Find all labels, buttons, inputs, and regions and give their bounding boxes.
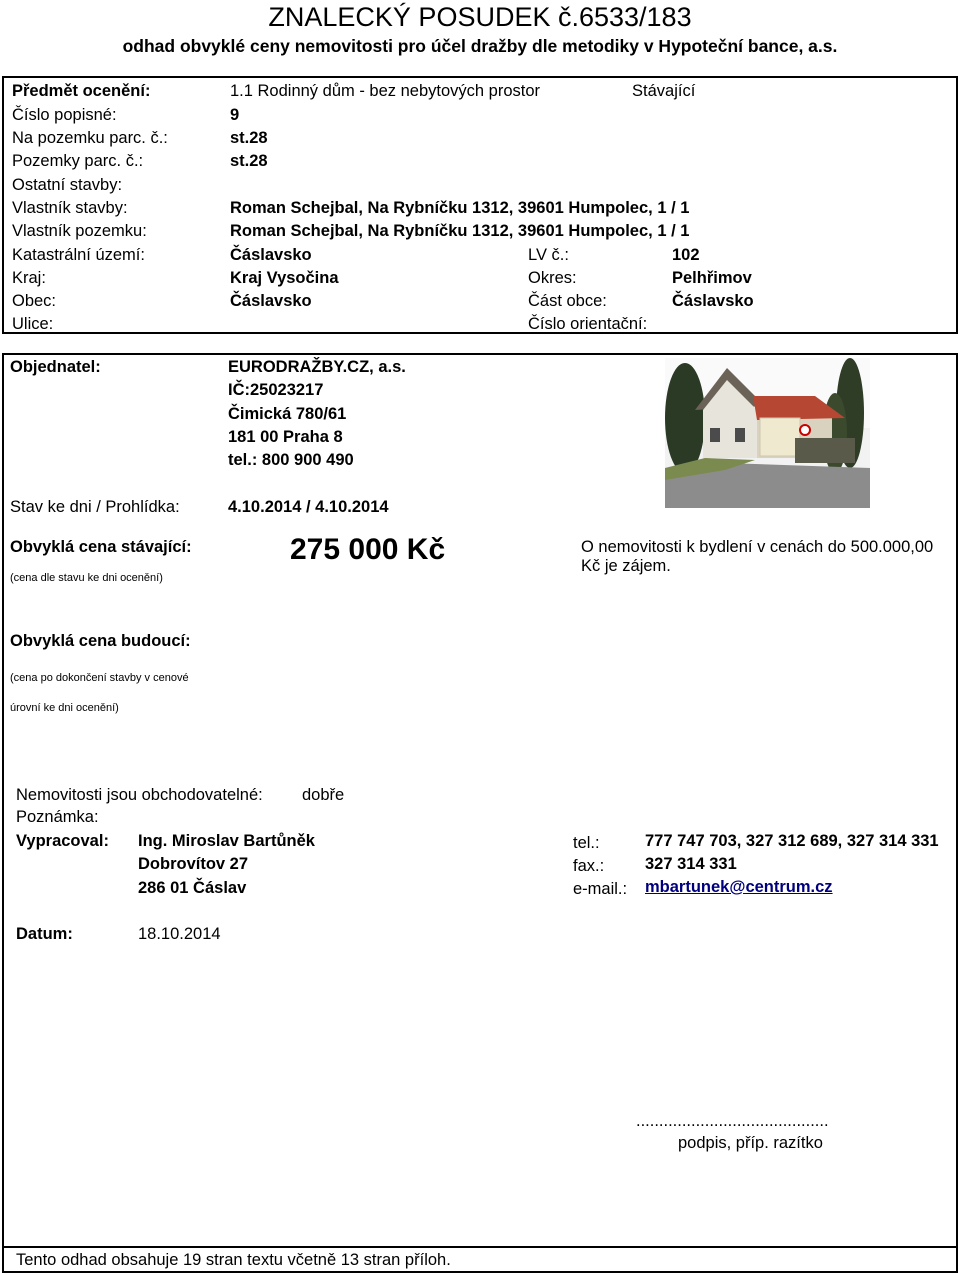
current-price-note: (cena dle stavu ke dni ocenění) (10, 572, 163, 584)
fax-label: fax.: (573, 857, 605, 875)
marketable-value: dobře (302, 786, 345, 804)
municipality-part-label: Část obce: (528, 292, 607, 310)
house-number-label: Číslo popisné: (12, 106, 117, 124)
street-label: Ulice: (12, 315, 54, 333)
author-street: Dobrovítov 27 (138, 855, 249, 873)
region-value: Kraj Vysočina (230, 269, 339, 287)
author-name: Ing. Miroslav Bartůněk (138, 832, 315, 850)
fax-value: 327 314 331 (645, 855, 737, 873)
current-price-label: Obvyklá cena stávající: (10, 538, 192, 556)
inspection-value: 4.10.2014 / 4.10.2014 (228, 498, 389, 516)
orderer-line-4: 181 00 Praha 8 (228, 428, 343, 446)
note-label: Poznámka: (16, 808, 99, 826)
orderer-line-2: IČ:25023217 (228, 381, 324, 399)
other-buildings-label: Ostatní stavby: (12, 176, 123, 194)
building-owner-label: Vlastník stavby: (12, 199, 128, 217)
inspection-label: Stav ke dni / Prohlídka: (10, 498, 180, 516)
lv-label: LV č.: (528, 246, 569, 264)
land-parcels-value: st.28 (230, 152, 268, 170)
price-remark-line-2: Kč je zájem. (581, 557, 671, 575)
municipality-label: Obec: (12, 292, 57, 310)
region-label: Kraj: (12, 269, 46, 287)
current-price-value: 275 000 Kč (290, 533, 446, 566)
document-title: ZNALECKÝ POSUDEK č.6533/183 (268, 2, 692, 32)
date-label: Datum: (16, 925, 73, 943)
orientation-number-label: Číslo orientační: (528, 315, 648, 333)
orderer-line-3: Čimická 780/61 (228, 405, 347, 423)
subject-value: 1.1 Rodinný dům - bez nebytových prostor (230, 82, 540, 100)
land-parcels-label: Pozemky parc. č.: (12, 152, 144, 170)
subject-label: Předmět ocenění: (12, 82, 151, 100)
district-value: Pelhřimov (672, 269, 752, 287)
email-label: e-mail.: (573, 880, 628, 898)
signature-label: podpis, příp. razítko (678, 1134, 823, 1152)
district-label: Okres: (528, 269, 577, 287)
orderer-line-1: EURODRAŽBY.CZ, a.s. (228, 358, 406, 376)
municipality-value: Čáslavsko (230, 292, 312, 310)
parcel-label: Na pozemku parc. č.: (12, 129, 168, 147)
marketable-label: Nemovitosti jsou obchodovatelné: (16, 786, 263, 804)
house-number-value: 9 (230, 106, 240, 124)
subject-section (2, 76, 958, 334)
future-price-note-1: (cena po dokončení stavby v cenové (10, 672, 189, 684)
cadastre-label: Katastrální území: (12, 246, 145, 264)
tel-value: 777 747 703, 327 312 689, 327 314 331 (645, 832, 939, 850)
pages-note: Tento odhad obsahuje 19 stran textu včetně 13 stran příloh. (16, 1251, 451, 1269)
orderer-line-5: tel.: 800 900 490 (228, 451, 354, 469)
property-photo (665, 358, 870, 508)
author-label: Vypracoval: (16, 832, 109, 850)
building-owner-value: Roman Schejbal, Na Rybníčku 1312, 39601 Humpolec, 1 / 1 (230, 199, 690, 217)
signature-line: .......................................... (636, 1112, 829, 1130)
subject-state: Stávající (632, 82, 696, 100)
orderer-label: Objednatel: (10, 358, 101, 376)
land-owner-value: Roman Schejbal, Na Rybníčku 1312, 39601 Humpolec, 1 / 1 (230, 222, 690, 240)
price-remark-line-1: O nemovitosti k bydlení v cenách do 500.000,00 (581, 538, 934, 556)
cadastre-value: Čáslavsko (230, 246, 312, 264)
future-price-label: Obvyklá cena budoucí: (10, 632, 191, 650)
date-value: 18.10.2014 (138, 925, 221, 943)
lv-value: 102 (672, 246, 700, 264)
document-subtitle: odhad obvyklé ceny nemovitosti pro účel dražby dle metodiky v Hypoteční bance, a.s. (122, 36, 838, 56)
parcel-value: st.28 (230, 129, 268, 147)
author-city: 286 01 Čáslav (138, 879, 247, 897)
land-owner-label: Vlastník pozemku: (12, 222, 147, 240)
municipality-part-value: Čáslavsko (672, 292, 754, 310)
future-price-note-2: úrovní ke dni ocenění) (10, 702, 119, 714)
email-link[interactable]: mbartunek@centrum.cz (645, 878, 833, 896)
tel-label: tel.: (573, 834, 600, 852)
